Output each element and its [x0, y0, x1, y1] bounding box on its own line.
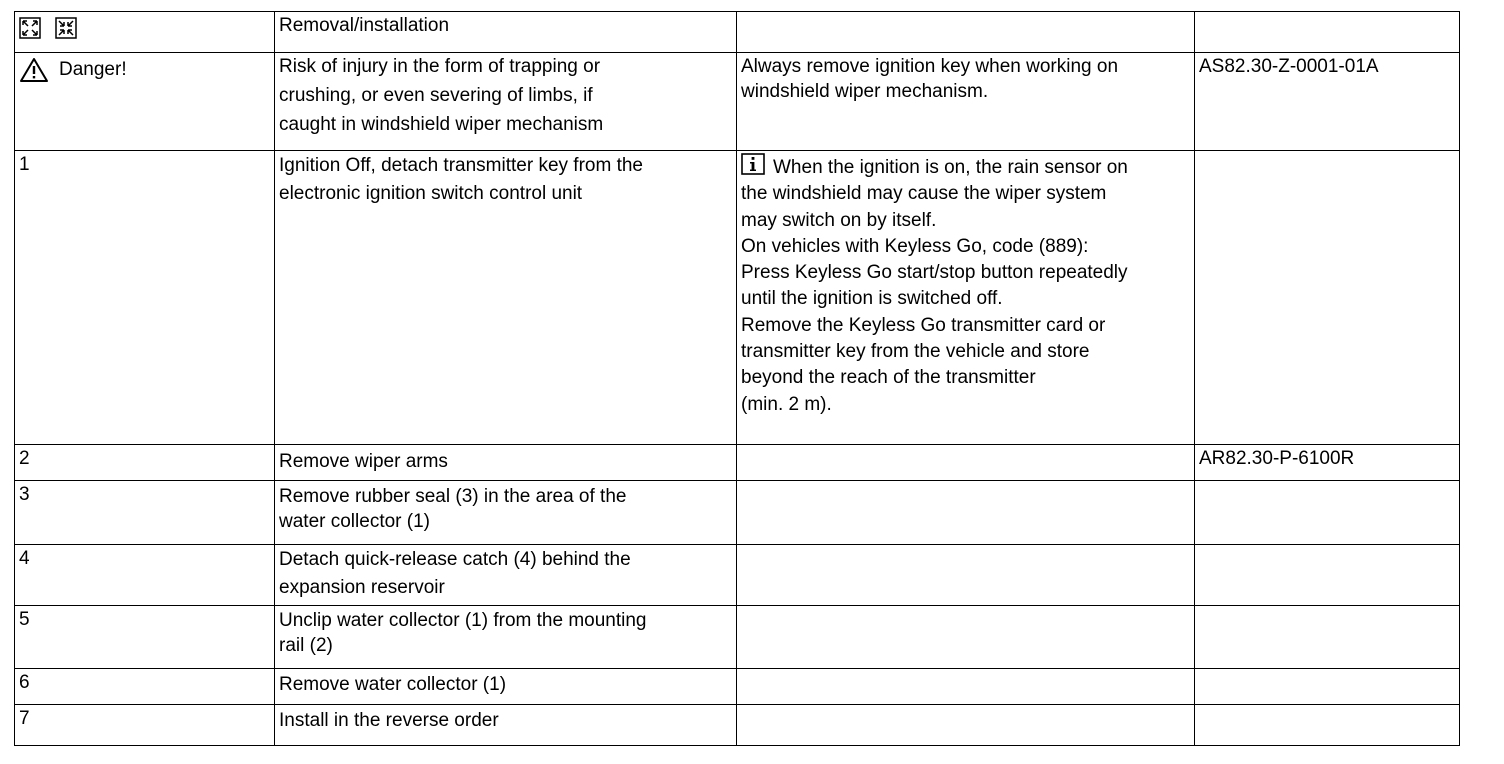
reference-link[interactable]: AS82.30-Z-0001-01A [1199, 56, 1379, 77]
empty-cell [1195, 12, 1460, 53]
step-text-line: Detach quick-release catch (4) behind the [279, 549, 631, 570]
danger-label-cell [15, 53, 275, 151]
step-number: 4 [15, 545, 275, 606]
step-row [15, 481, 1460, 545]
step-reference [1195, 669, 1460, 705]
note-line: the windshield may cause the wiper system [741, 183, 1107, 205]
danger-risk-line: crushing, or even severing of limbs, if [279, 85, 593, 106]
step-text-line: Install in the reverse order [279, 710, 499, 731]
step-text-cell [275, 445, 737, 481]
step-row [15, 151, 1460, 445]
step-reference [1195, 481, 1460, 545]
danger-measure-line: windshield wiper mechanism. [741, 81, 989, 102]
step-row [15, 445, 1460, 481]
step-text-line: rail (2) [279, 635, 333, 656]
danger-label: Danger! [59, 59, 127, 80]
note-line: When the ignition is on, the rain sensor on [773, 157, 1128, 178]
empty-cell [737, 445, 1195, 481]
collapse-icon[interactable] [55, 17, 77, 39]
view-controls-cell [15, 12, 275, 53]
danger-risk-line: Risk of injury in the form of trapping or [279, 56, 601, 77]
note-line: beyond the reach of the transmitter [741, 367, 1036, 389]
info-icon [741, 153, 765, 175]
step-note-cell [737, 151, 1195, 445]
step-row [15, 606, 1460, 669]
step-text-line: Unclip water collector (1) from the mounting [279, 610, 647, 631]
step-text-line: Ignition Off, detach transmitter key from the [279, 155, 643, 176]
danger-risk-cell [275, 53, 737, 151]
warning-triangle-icon [19, 57, 49, 83]
step-text-cell [275, 545, 737, 606]
note-line: Press Keyless Go start/stop button repeatedly [741, 262, 1128, 284]
empty-cell [737, 481, 1195, 545]
danger-measure-cell [737, 53, 1195, 151]
danger-risk-line: caught in windshield wiper mechanism [279, 114, 604, 135]
step-reference [1195, 151, 1460, 445]
step-text-cell [275, 669, 737, 705]
step-text-line: Remove wiper arms [279, 451, 448, 472]
note-line: On vehicles with Keyless Go, code (889): [741, 235, 1089, 257]
step-number: 1 [15, 151, 275, 445]
danger-reference[interactable] [1195, 53, 1460, 151]
expand-icon[interactable] [19, 17, 41, 39]
step-text-cell [275, 151, 737, 445]
header-row [15, 12, 1460, 53]
danger-row [15, 53, 1460, 151]
step-text-line: water collector (1) [279, 511, 430, 532]
step-reference[interactable] [1195, 445, 1460, 481]
step-text-line: Remove water collector (1) [279, 674, 507, 695]
reference-link[interactable]: AR82.30-P-6100R [1199, 448, 1355, 469]
empty-cell [737, 12, 1195, 53]
note-line: (min. 2 m). [741, 393, 832, 415]
empty-cell [737, 669, 1195, 705]
step-text-line: Remove rubber seal (3) in the area of the [279, 486, 627, 507]
step-number: 3 [15, 481, 275, 545]
step-row [15, 669, 1460, 705]
step-text-cell [275, 705, 737, 746]
section-title: Removal/installation [275, 12, 737, 53]
procedure-table [14, 11, 1460, 746]
step-text-cell [275, 481, 737, 545]
note-line: until the ignition is switched off. [741, 288, 1003, 310]
note-line: transmitter key from the vehicle and store [741, 341, 1090, 363]
step-text-cell [275, 606, 737, 669]
step-reference [1195, 705, 1460, 746]
step-reference [1195, 606, 1460, 669]
step-text-line: expansion reservoir [279, 577, 445, 598]
step-number: 6 [15, 669, 275, 705]
step-row [15, 705, 1460, 746]
step-reference [1195, 545, 1460, 606]
empty-cell [737, 545, 1195, 606]
step-row [15, 545, 1460, 606]
step-number: 2 [15, 445, 275, 481]
step-number: 5 [15, 606, 275, 669]
note-line: Remove the Keyless Go transmitter card or [741, 314, 1106, 336]
note-line: may switch on by itself. [741, 209, 937, 231]
step-text-line: electronic ignition switch control unit [279, 183, 583, 204]
danger-measure-line: Always remove ignition key when working on [741, 56, 1119, 77]
step-number: 7 [15, 705, 275, 746]
empty-cell [737, 606, 1195, 669]
empty-cell [737, 705, 1195, 746]
